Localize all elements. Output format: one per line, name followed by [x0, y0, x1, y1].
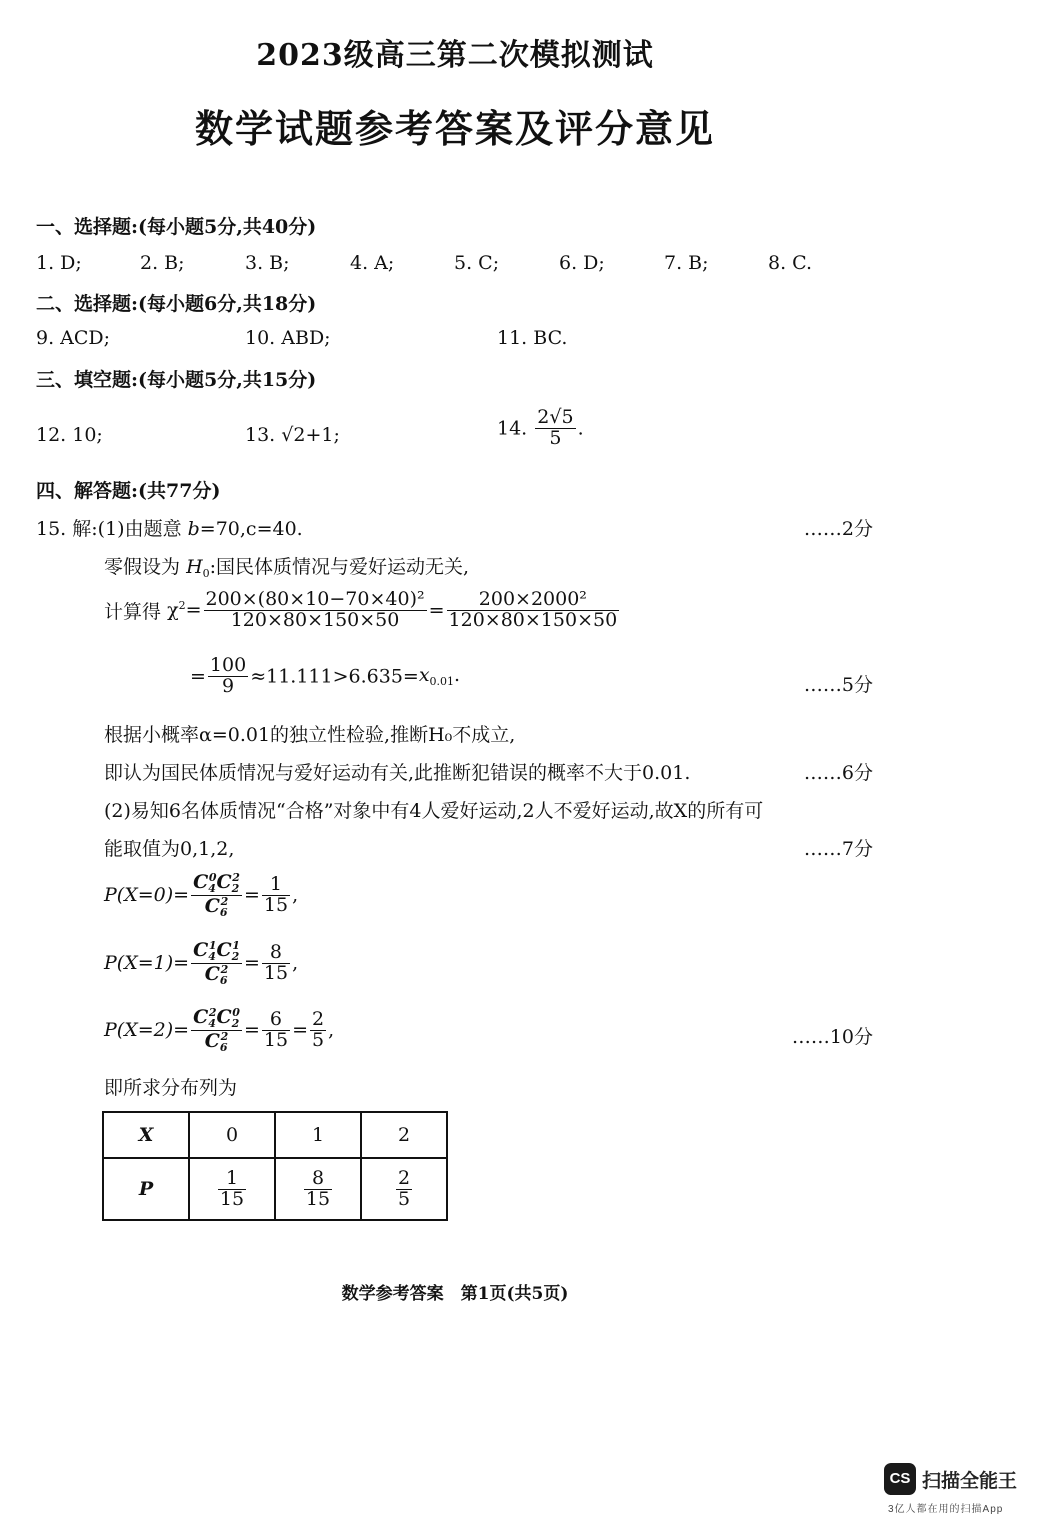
p-value: $\frac{1}{15}$	[189, 1158, 275, 1220]
answer-4: 4. A;	[350, 252, 395, 274]
chi-square-calc: 计算得 $\chi^2=$ $\frac{\text{200×(80×10−70×40)²}}{120\times 80\times 150\times 50}$ = $\frac{\text{200×2000²}}{120\times 80\times 150\times 50}$	[104, 588, 618, 631]
answer-14: 14. $\frac{2√5}{5}$ .	[497, 406, 584, 449]
answer-1: 1. D;	[36, 252, 82, 274]
score-7: ……7分	[803, 838, 873, 860]
p-header: P	[103, 1158, 189, 1220]
x-value: 1	[275, 1112, 361, 1158]
table-row	[103, 1158, 447, 1220]
score-2: ……2分	[803, 518, 873, 540]
page-footer: 数学参考答案 第1页(共5页)	[341, 1284, 569, 1304]
answer-9: 9. ACD;	[36, 327, 111, 349]
p-value: $\frac{2}{5}$	[361, 1158, 447, 1220]
q15-intro: 15. 解:(1)由题意 b=70,c=40.	[36, 518, 303, 540]
score-10: ……10分	[791, 1026, 873, 1048]
answer-6: 6. D;	[559, 252, 605, 274]
conclusion-1: 根据小概率α=0.01的独立性检验,推断H₀不成立,	[104, 724, 516, 746]
part2-line-2: 能取值为0,1,2,	[104, 838, 235, 860]
conclusion-2: 即认为国民体质情况与爱好运动有关,此推断犯错误的概率不大于0.01.	[104, 762, 691, 784]
title-line-2: 数学试题参考答案及评分意见	[194, 106, 715, 151]
answer-13: 13. √2+1;	[245, 424, 340, 446]
section3-heading: 三、填空题:(每小题5分,共15分)	[36, 369, 317, 391]
score-5: ……5分	[803, 674, 873, 696]
title-line-1: 2023级高三第二次模拟测试	[256, 38, 654, 73]
answer-3: 3. B;	[245, 252, 290, 274]
answer-11: 11. BC.	[497, 327, 568, 349]
answer-5: 5. C;	[454, 252, 500, 274]
p-x-1: P(X=1)= $\frac{C_4^1C_2^1}{C_6^2}$ = $\frac{8}{15}$ ,	[104, 939, 299, 987]
part2-line-1: (2)易知6名体质情况“合格”对象中有4人爱好运动,2人不爱好运动,故X的所有可	[104, 800, 764, 822]
answer-12: 12. 10;	[36, 424, 103, 446]
table-row	[103, 1112, 447, 1158]
answer-10: 10. ABD;	[245, 327, 331, 349]
x-value: 2	[361, 1112, 447, 1158]
answer-7: 7. B;	[664, 252, 709, 274]
x-header: X	[103, 1112, 189, 1158]
p-x-0: P(X=0)= $\frac{C_4^0C_2^2}{C_6^2}$ = $\frac{1}{15}$ ,	[104, 871, 299, 919]
p-value: $\frac{8}{15}$	[275, 1158, 361, 1220]
section4-heading: 四、解答题:(共77分)	[36, 480, 221, 502]
answer-2: 2. B;	[140, 252, 185, 274]
x-value: 0	[189, 1112, 275, 1158]
distribution-table	[102, 1111, 448, 1221]
section1-heading: 一、选择题:(每小题5分,共40分)	[36, 216, 317, 238]
section2-heading: 二、选择题:(每小题6分,共18分)	[36, 293, 317, 315]
p-x-2: P(X=2)= $\frac{C_4^2C_2^0}{C_6^2}$ = $\frac{6}{15}$ = $\frac{2}{5}$ ,	[104, 1006, 335, 1054]
score-6: ……6分	[803, 762, 873, 784]
watermark-slogan: 3亿人都在用的扫描App	[888, 1504, 1004, 1515]
chi-square-result: = $\frac{100}{9}$ $\approx 11.111>6.635=x_{0.01}$.	[190, 654, 461, 697]
watermark-brand: 扫描全能王	[922, 1471, 1018, 1492]
answer-8: 8. C.	[768, 252, 813, 274]
camscanner-logo: CS	[884, 1463, 916, 1495]
null-hypothesis: 零假设为 $H_0$:国民体质情况与爱好运动无关,	[104, 556, 470, 580]
distribution-intro: 即所求分布列为	[104, 1077, 238, 1099]
